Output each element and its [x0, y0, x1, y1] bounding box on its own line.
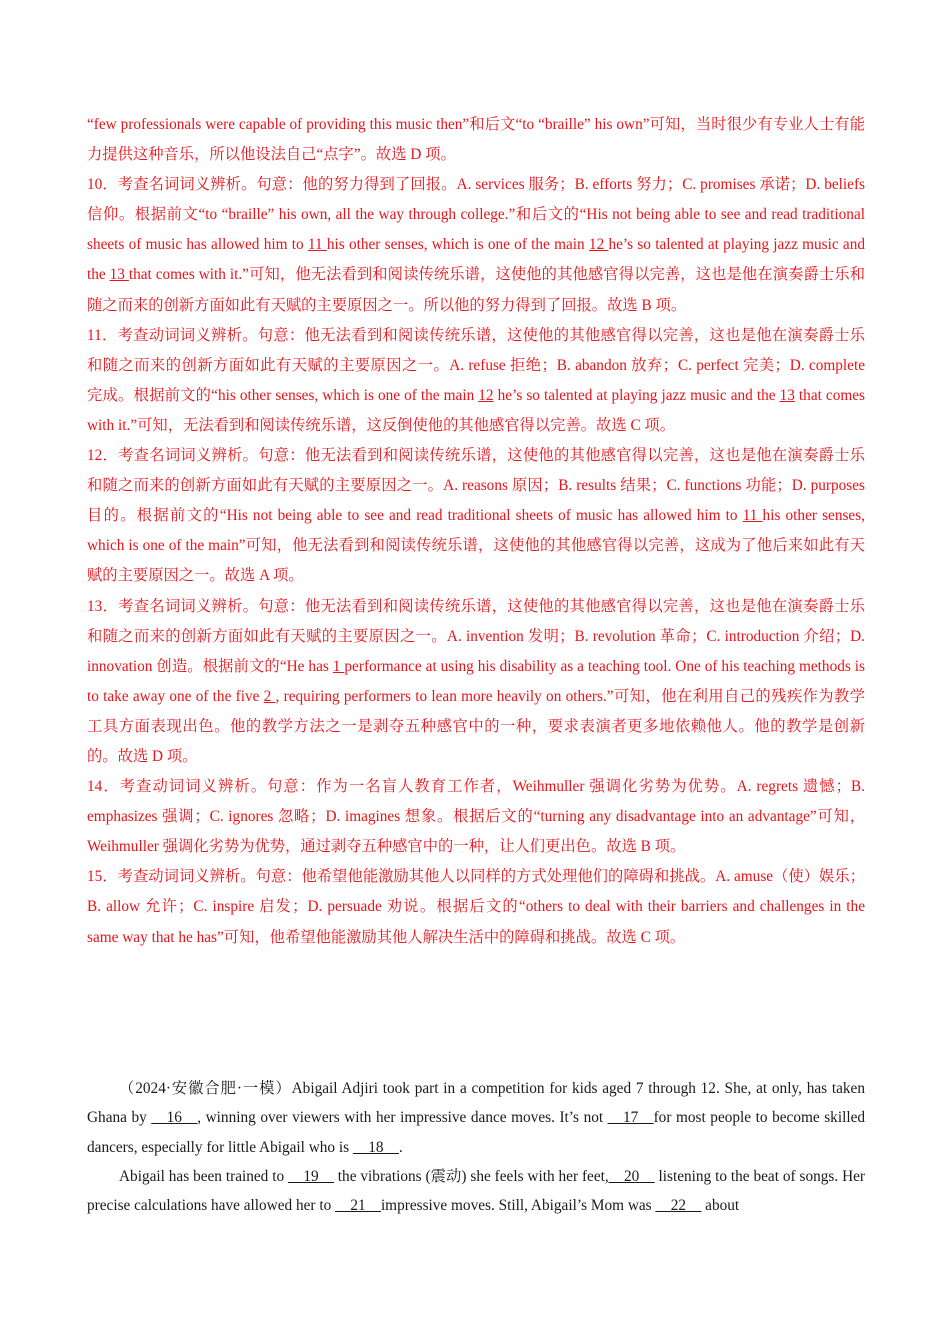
blank-number: 2	[263, 687, 276, 705]
text-run: , requiring performers to lean more heavily on others.”可知，他在利用自己的残疾作为教学工具方面表现出色。他的教学方法之一是剥夺五种感官中的一种，要求表演者更多地依赖他人。他的教学是创新的。故选 D 项。	[87, 687, 865, 765]
text-run: he’s so talented at playing jazz music and the	[493, 386, 780, 404]
text-run: 13．考查名词词义辨析。句意：他无法看到和阅读传统乐谱，这使他的其他感官得以完善，这也是他在演奏爵士乐和随之而来的创新方面如此有天赋的主要原因之一。A. invention 发明；B. revolution 革命；C. introduction 介绍；D. innovation 创造。根据前文的“He has	[87, 597, 865, 675]
text-run: that comes with it.”可知，无法看到和阅读传统乐谱，这反倒使他的其他感官得以完善。故选 C 项。	[87, 386, 865, 434]
blank-number: __22__	[655, 1197, 702, 1215]
text-run: impressive moves. Still, Abigail’s Mom was	[380, 1197, 656, 1215]
blank-number: __21__	[335, 1197, 381, 1215]
blank-number: 1	[332, 657, 345, 675]
text-run: that comes with it.”可知，他无法看到和阅读传统乐谱，这使他的其他感官得以完善，这也是他在演奏爵士乐和随之而来的创新方面如此有天赋的主要原因之一。所以他的努力得到了回报。故选 B 项。	[87, 266, 865, 314]
blank-number: __16__	[151, 1109, 198, 1127]
text-run: he’s so talented at playing jazz music and the	[87, 236, 865, 284]
text-run: 10．考查名词词义辨析。句意：他的努力得到了回报。A. services 服务；B. efforts 努力；C. promises 承诺；D. beliefs 信仰。根据前文“to “braille” his own, all the way through college.”和后文的“His not being able to see and read traditional sheets of music has allowed him to	[87, 176, 865, 254]
text-run: , winning over viewers with her impressive dance moves. It’s not	[197, 1109, 608, 1127]
text-run: his other senses, which is one of the main	[326, 236, 589, 254]
blank-number: __19__	[288, 1167, 334, 1185]
text-run: Abigail has been trained to	[119, 1167, 289, 1185]
text-run: 11．考查动词词义辨析。句意：他无法看到和阅读传统乐谱，这使他的其他感官得以完善，这也是他在演奏爵士乐和随之而来的创新方面如此有天赋的主要原因之一。A. refuse 拒绝；B. abandon 放弃；C. perfect 完美；D. complete 完成。根据前文的“his other senses, which is one of the main	[87, 326, 865, 404]
passage-paragraph-1	[87, 1074, 865, 1162]
blank-number: 12	[588, 236, 609, 254]
text-run: 14．考查动词词义辨析。句意：作为一名盲人教育工作者，Weihmuller 强调化劣势为优势。A. regrets 遗憾；B. emphasizes 强调；C. ignores 忽略；D. imagines 想象。根据后文的“turning any disadvantage into an advantage”可知，Weihmuller 强调化劣势为优势，通过剥夺五种感官中的一种，让人们更出色。故选 B 项。	[87, 778, 865, 856]
text-run: about	[701, 1197, 740, 1215]
blank-number: 13	[109, 266, 129, 284]
explanation-11	[87, 321, 865, 441]
text-run: .	[398, 1138, 403, 1156]
explanation-15	[87, 862, 865, 952]
passage-paragraph-2	[87, 1162, 865, 1221]
blank-number: __17__	[607, 1109, 654, 1127]
blank-number: 11	[307, 236, 327, 254]
text-run: 15．考查动词词义辨析。句意：他希望他能激励其他人以同样的方式处理他们的障碍和挑战。A. amuse（使）娱乐；B. allow 允许；C. inspire 启发；D. persuade 劝说。根据后文的“others to deal with their barriers and challenges in the same way that he has”可知，他希望他能激励其他人解决生活中的障碍和挑战。故选 C 项。	[87, 868, 865, 946]
text-run: for most people to become skilled dancers, especially for little Abigail who is	[87, 1109, 866, 1156]
cloze-passage	[87, 1074, 865, 1220]
explanation-12	[87, 441, 865, 591]
explanation-continued	[87, 110, 865, 170]
text-run: （2024·安徽合肥·一模）Abigail Adjiri took part in a competition for kids aged 7 through 12. She, at only, has taken Ghana by	[87, 1080, 865, 1127]
blank-number: 13	[779, 386, 795, 404]
explanation-13	[87, 592, 865, 773]
text-run: performance at using his disability as a teaching tool. One of his teaching methods is to take away one of the five	[87, 657, 865, 705]
blank-number: __20__	[608, 1167, 655, 1185]
answer-explanations	[87, 110, 865, 953]
blank-number: __18__	[352, 1138, 399, 1156]
text-run: listening to the beat of songs. Her precise calculations have allowed her to	[87, 1167, 865, 1215]
blank-number: 11	[742, 507, 763, 525]
text-run: the vibrations (震动) she feels with her feet,	[333, 1167, 609, 1185]
explanation-10	[87, 170, 865, 320]
text-run: his other senses, which is one of the main”可知，他无法看到和阅读传统乐谱，这使他的其他感官得以完善，这成为了他后来如此有天赋的主要原因之一。故选 A 项。	[87, 507, 865, 585]
text-run: “few professionals were capable of providing this music then”和后文“to “braille” his own”可知，当时很少有专业人士有能力提供这种音乐，所以他设法自己“点字”。故选 D 项。	[87, 116, 865, 164]
text-run: 12．考查名词词义辨析。句意：他无法看到和阅读传统乐谱，这使他的其他感官得以完善，这也是他在演奏爵士乐和随之而来的创新方面如此有天赋的主要原因之一。A. reasons 原因；B. results 结果；C. functions 功能；D. purposes 目的。根据前文的“His not being able to see and read traditional sheets of music has allowed him to	[87, 447, 865, 525]
explanation-14	[87, 772, 865, 862]
blank-number: 12	[478, 386, 494, 404]
